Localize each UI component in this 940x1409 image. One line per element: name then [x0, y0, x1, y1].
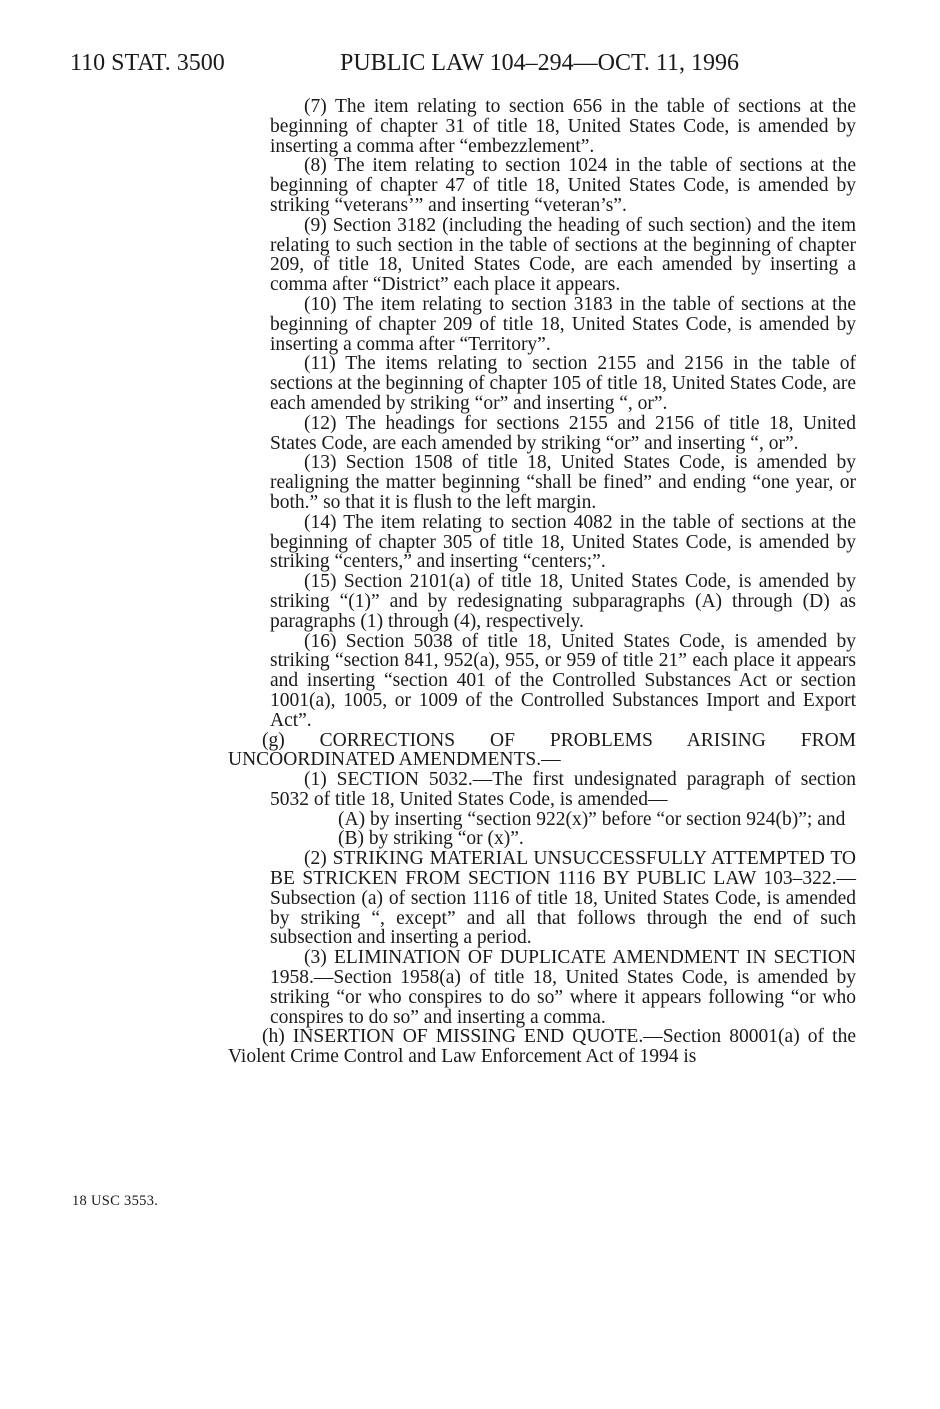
- subsection-g-paragraph-1b: (B) by striking “or (x)”.: [338, 828, 524, 850]
- marginal-note: 18 USC 3553.: [72, 1193, 159, 1209]
- paragraph-15: (15) Section 2101(a) of title 18, United States Code, is amended by striking “(1)” and by redesignating subparagraphs (A) through (D) as paragraphs (1) through (4), respectively.: [270, 571, 856, 632]
- subsection-g-paragraph-1a: (A) by inserting “section 922(x)” before “or section 924(b)”; and: [338, 808, 846, 830]
- paragraph-9: (9) Section 3182 (including the heading of such section) and the item relating to such section in the table of sections at the beginning of chapter 209, of title 18, United States Code, are each amended by inserting a comma after “District” each place it appears.: [270, 214, 856, 296]
- paragraph-16: (16) Section 5038 of title 18, United States Code, is amended by striking “section 841, 952(a), 955, or 959 of title 21” each place it appears and inserting “section 401 of the Controlled Substances Act or section 1001(a), 1005, or 1009 of the Controlled Substances Import and Export Act”.: [270, 630, 856, 731]
- subsection-g-heading: (g) CORRECTIONS OF PROBLEMS ARISING FROM UNCOORDINATED AMENDMENTS.—: [228, 729, 856, 771]
- paragraph-11: (11) The items relating to section 2155 and 2156 in the table of sections at the beginning of chapter 105 of title 18, United States Code, are each amended by striking “or” and inserting “, or”.: [270, 353, 856, 414]
- subsection-g-paragraph-3: (3) ELIMINATION OF DUPLICATE AMENDMENT IN SECTION 1958.—Section 1958(a) of title 18, United States Code, is amended by striking “or who conspires to do so” where it appears following “or who conspires to do so” and inserting a comma.: [270, 947, 856, 1028]
- paragraph-8: (8) The item relating to section 1024 in the table of sections at the beginning of chapter 47 of title 18, United States Code, is amended by striking “veterans’” and inserting “veteran’s”.: [270, 155, 856, 216]
- paragraph-7: (7) The item relating to section 656 in the table of sections at the beginning of chapter 31 of title 18, United States Code, is amended by inserting a comma after “embezzlement”.: [270, 96, 856, 157]
- statute-page-ref: 110 STAT. 3500: [70, 50, 225, 76]
- subsection-g-paragraph-1: (1) SECTION 5032.—The first undesignated paragraph of section 5032 of title 18, United States Code, is amended—: [270, 769, 856, 810]
- paragraph-12: (12) The headings for sections 2155 and 2156 of title 18, United States Code, are each amended by striking “or” and inserting “, or”.: [270, 412, 856, 454]
- paragraph-10: (10) The item relating to section 3183 in the table of sections at the beginning of chapter 209 of title 18, United States Code, is amended by inserting a comma after “Territory”.: [270, 293, 856, 355]
- paragraph-14: (14) The item relating to section 4082 in the table of sections at the beginning of chapter 305 of title 18, United States Code, is amended by striking “centers,” and inserting “centers;”.: [270, 511, 856, 573]
- paragraph-13: (13) Section 1508 of title 18, United States Code, is amended by realigning the matter beginning “shall be fined” and ending “one year, or both.” so that it is flush to the left margin.: [270, 452, 856, 513]
- page-header: [70, 48, 870, 78]
- subsection-g-paragraph-2: (2) STRIKING MATERIAL UNSUCCESSFULLY ATTEMPTED TO BE STRICKEN FROM SECTION 1116 BY PUBLIC LAW 103–322.—Subsection (a) of section 1116 of title 18, United States Code, is amended by striking “, except” and all that follows through the end of such subsection and inserting a period.: [270, 848, 856, 949]
- running-title: PUBLIC LAW 104–294—OCT. 11, 1996: [340, 50, 739, 76]
- subsection-h: (h) INSERTION OF MISSING END QUOTE.—Section 80001(a) of the Violent Crime Control and Law Enforcement Act of 1994 is: [228, 1026, 856, 1068]
- body-text: [228, 96, 856, 1068]
